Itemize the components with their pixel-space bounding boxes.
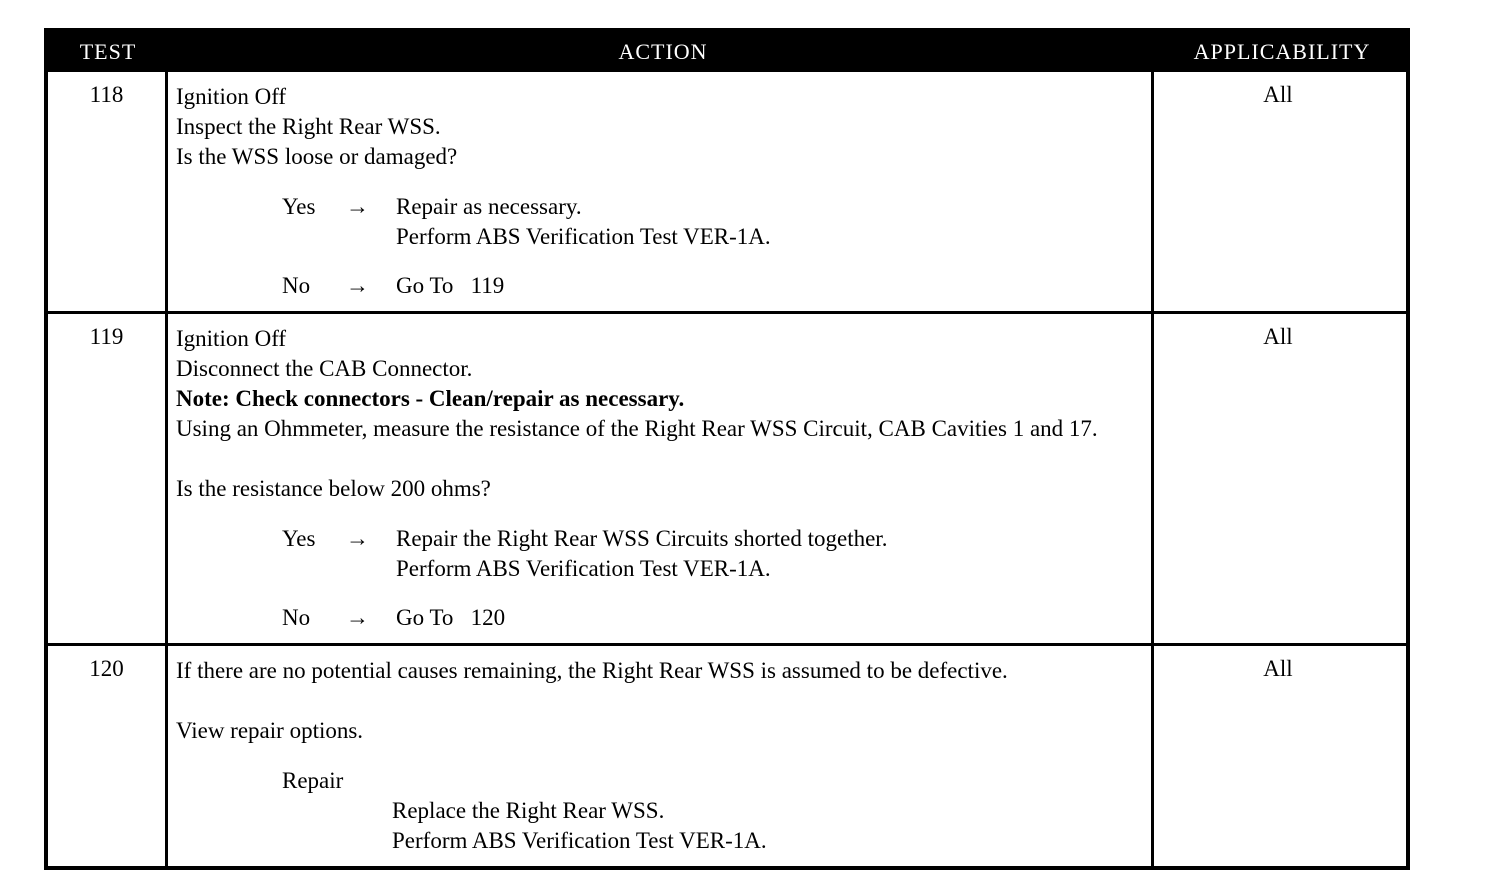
header-action: ACTION: [618, 39, 708, 64]
diagnostic-test-table: [44, 28, 1410, 870]
action-line: View repair options.: [176, 718, 364, 743]
action-line: Disconnect the CAB Connector.: [176, 356, 473, 381]
action-cell: [168, 72, 1154, 311]
repair-step: Perform ABS Verification Test VER-1A.: [392, 828, 767, 853]
action-line: Inspect the Right Rear WSS.: [176, 114, 441, 139]
action-paragraph: If there are no potential causes remaining, the Right Rear WSS is assumed to be defective.: [176, 658, 1008, 683]
repair-label: Repair: [282, 768, 344, 793]
action-line: Is the WSS loose or damaged?: [176, 144, 458, 169]
header-applicability: APPLICABILITY: [1193, 39, 1371, 64]
yes-result: Repair the Right Rear WSS Circuits shorted together.: [396, 526, 888, 551]
repair-step: Replace the Right Rear WSS.: [392, 798, 665, 823]
note-line: Note: Check connectors - Clean/repair as necessary.: [176, 386, 685, 411]
yes-result: Perform ABS Verification Test VER-1A.: [396, 224, 771, 249]
no-label: No: [282, 605, 311, 630]
applicability-value: All: [1263, 82, 1293, 107]
yes-result: Perform ABS Verification Test VER-1A.: [396, 556, 771, 581]
applicability-value: All: [1263, 656, 1293, 681]
test-row-119: [48, 314, 1406, 643]
yes-label: Yes: [282, 194, 316, 219]
action-line: Ignition Off: [176, 84, 287, 109]
action-cell: [168, 314, 1154, 643]
arrow-icon: →: [346, 526, 369, 551]
action-line: Ignition Off: [176, 326, 287, 351]
action-cell: [168, 646, 1154, 866]
header-test: TEST: [79, 39, 137, 64]
arrow-icon: →: [346, 605, 369, 630]
arrow-icon: →: [346, 194, 369, 219]
question-line: Is the resistance below 200 ohms?: [176, 476, 491, 501]
yes-label: Yes: [282, 526, 316, 551]
arrow-icon: →: [346, 273, 369, 298]
table-header: [48, 32, 1406, 72]
no-label: No: [282, 273, 311, 298]
test-number: 119: [89, 324, 124, 349]
test-number: 118: [89, 82, 124, 107]
yes-result: Repair as necessary.: [396, 194, 582, 219]
action-paragraph: Using an Ohmmeter, measure the resistance of the Right Rear WSS Circuit, CAB Cavities 1 and 17.: [176, 416, 1098, 441]
no-result: Go To 119: [396, 273, 505, 298]
no-result: Go To 120: [396, 605, 506, 630]
test-row-118: [48, 72, 1406, 311]
test-row-120: [48, 646, 1406, 866]
test-number: 120: [89, 656, 124, 681]
applicability-value: All: [1263, 324, 1293, 349]
